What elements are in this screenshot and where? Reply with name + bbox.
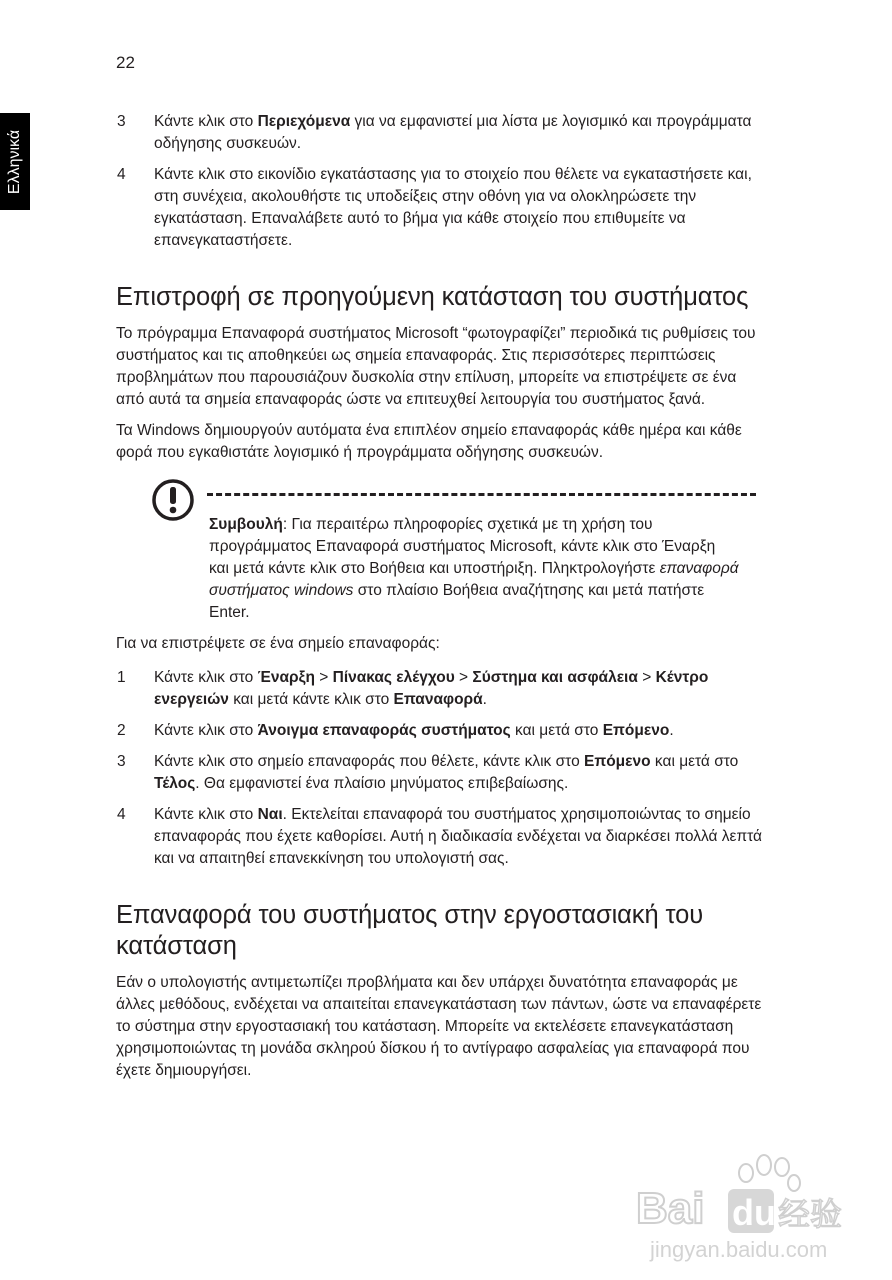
paragraph: Για να επιστρέψετε σε ένα σημείο επαναφοράς:	[116, 635, 440, 652]
step-number: 3	[117, 753, 126, 770]
section-heading: Επιστροφή σε προηγούμενη κατάσταση του συστήματος	[116, 283, 749, 311]
paragraph: Τα Windows δημιουργούν αυτόματα ένα επιπλέον σημείο επαναφοράς κάθε ημέρα και κάθε φορά που εγκαθιστάτε λογισμικό ή προγράμματα οδήγησης συσκευών.	[116, 422, 742, 461]
step-number: 4	[117, 166, 126, 183]
tip-dashed-rule	[207, 493, 756, 496]
restore-step: 3 Κάντε κλικ στο σημείο επαναφοράς που θέλετε, κάντε κλικ στο Επόμενο και μετά στο Τέλος. Θα εμφανιστεί ένα πλαίσιο μηνύματος επιβεβαίωσης.	[117, 753, 739, 792]
tip-text: Συμβουλή: Για περαιτέρω πληροφορίες σχετικά με τη χρήση του προγράμματος Επαναφορά συστήματος Microsoft, κάντε κλικ στο Έναρξη και μετά κάντε κλικ στο Βοήθεια και υποστήριξη. Πληκτρολογήστε επαναφορά συστήματος windows στο πλαίσιο Βοήθεια αναζήτησης και μετά πατήστε Enter.	[209, 516, 739, 621]
restore-step: 1 Κάντε κλικ στο Έναρξη > Πίνακας ελέγχου > Σύστημα και ασφάλεια > Κέντρο ενεργειών και μετά κάντε κλικ στο Επαναφορά.	[117, 669, 709, 708]
exclamation-icon	[151, 478, 195, 522]
svg-text:jingyan.baidu.com: jingyan.baidu.com	[650, 1237, 828, 1262]
step-number: 3	[117, 113, 126, 130]
step-number: 2	[117, 722, 126, 739]
svg-text:Bai: Bai	[636, 1184, 705, 1233]
intro-step: 4 Κάντε κλικ στο εικονίδιο εγκατάστασης για το στοιχείο που θέλετε να εγκαταστήσετε και, στη συνέχεια, ακολουθήστε τις υποδείξεις στην οθόνη για να ολοκληρώσετε την εγκατάσταση. Επαναλάβετε αυτό το βήμα για κάθε στοιχείο που επιθυμείτε να επανεγκαταστήσετε.	[117, 166, 752, 249]
tip-label: Συμβουλή	[209, 516, 283, 533]
paragraph: Εάν ο υπολογιστής αντιμετωπίζει προβλήματα και δεν υπάρχει δυνατότητα επαναφοράς με άλλες μεθόδους, ενδέχεται να απαιτείται επανεγκατάσταση των πάντων, ώστε να επαναφέρετε το σύστημα στην εργοστασιακή του κατάσταση. Μπορείτε να εκτελέσετε επανεγκατάσταση χρησιμοποιώντας τη μονάδα σκληρού δίσκου ή το αντίγραφο ασφαλείας για επαναφορά που έχετε δημιουργήσει.	[116, 974, 762, 1079]
language-tab	[0, 113, 30, 210]
step-number: 1	[117, 669, 126, 686]
restore-step: 2 Κάντε κλικ στο Άνοιγμα επαναφοράς συστήματος και μετά στο Επόμενο.	[116, 720, 766, 742]
svg-text:经验: 经验	[778, 1195, 843, 1233]
intro-step: 3 Κάντε κλικ στο Περιεχόμενα για να εμφανιστεί μια λίστα με λογισμικό και προγράμματα οδήγησης συσκευών.	[117, 113, 752, 152]
page-number: 22	[116, 53, 135, 72]
restore-step: 4 Κάντε κλικ στο Ναι. Εκτελείται επαναφορά του συστήματος χρησιμοποιώντας το σημείο επαναφοράς που έχετε καθορίσει. Αυτή η διαδικασία ενδέχεται να διαρκέσει πολλά λεπτά και να απαιτηθεί επανεκκίνηση του υπολογιστή σας.	[117, 806, 763, 867]
tip-box	[116, 478, 766, 621]
section-heading: Επαναφορά του συστήματος στην εργοστασιακή του κατάσταση	[116, 901, 704, 960]
language-tab-label: Ελληνικά	[6, 129, 23, 194]
svg-text:du: du	[732, 1192, 776, 1233]
page-content	[116, 111, 766, 1091]
step-number: 4	[117, 806, 126, 823]
paragraph: Το πρόγραμμα Επαναφορά συστήματος Microsoft “φωτογραφίζει” περιοδικά τις ρυθμίσεις του συστήματος και τις αποθηκεύει ως σημεία επαναφοράς. Στις περισσότερες περιπτώσεις προβλημάτων που παρουσιάζουν δυσκολία στην επίλυση, μπορείτε να επιστρέψετε σε ένα από αυτά τα σημεία επαναφοράς ώστε να επιτευχθεί λειτουργία του συστήματος ξανά.	[116, 325, 756, 408]
baidu-watermark-logo	[628, 1145, 858, 1270]
